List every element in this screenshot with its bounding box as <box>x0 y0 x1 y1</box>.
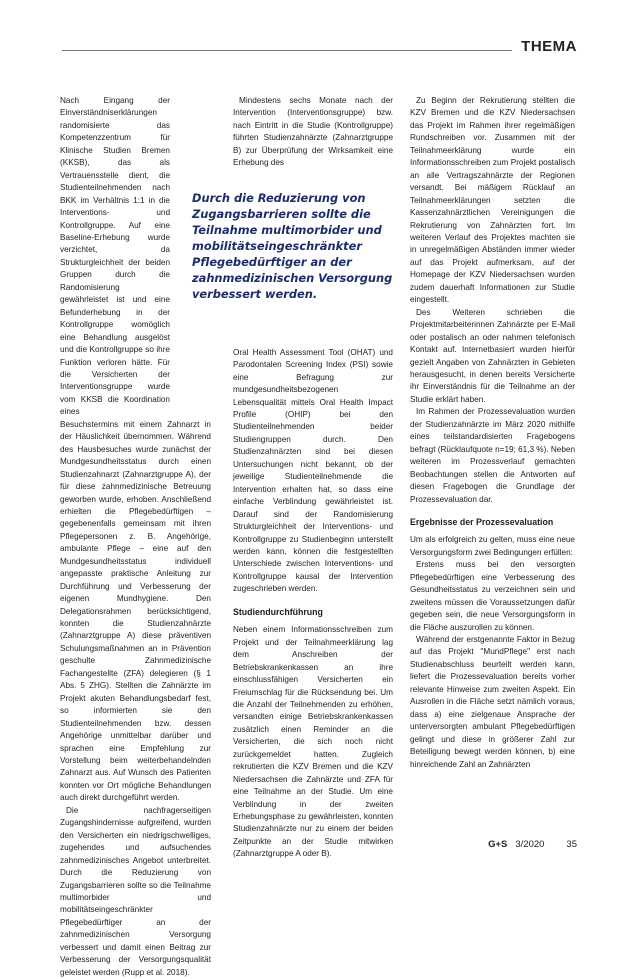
page-footer <box>488 839 577 850</box>
col2-paragraph-2: Neben einem Informationsschreiben zum Projekt und der Teilnahmeerklärung lag dem Anschreiben der Betriebskrankenkassen an ihre einschlussfähigen Versicherten ein Freiumschlag für die Rücksendung bei. Um die Anzahl der Teilnehmenden zu erhöhen, versandten einige Betriebskrankenkassen zusätzlich einen Reminder an die Versicherten, die sich noch nicht zurückgemeldet hatten. Zugleich rekrutierten die KZV Bremen und die KZV Niedersachsen die Zahnärzte und ZFA für eine Teilnahme an der Studie. Um eine Verblindung in der zweiten Erhebungsphase zu gewährleisten, konnten Studienzahnärzte nur zu einem der beiden Zeitpunkte an der Studie mitwirken (Zahnarztgruppe A oder B). <box>233 625 393 859</box>
col3-paragraph-5: Erstens muss bei den versorgten Pflegebedürftigen eine Verbesserung des Gesundheitsstatus zu verzeichnen sein und zweitens müssen die Voraussetzungen dafür gegeben sein, die neue Versorgungsform in die Fläche auszurollen zu können. <box>410 560 575 632</box>
col3-paragraph-1: Zu Beginn der Rekrutierung stellten die KZV Bremen und die KZV Niedersachsen das Projekt im Rahmen ihrer regelmäßigen Rundschreiben vor. Zusammen mit der Teilnahmeerklärung wurde ein Informationsschreiben zum Projekt postalisch an alle Vertragszahnärzte der Regionen versandt. Bei mäßigem Rücklauf an Teilnahmeerklärungen setzten die Kassenzahnärztlichen Vereinigungen die Rekrutierung von Zahnärzten fort. Im weiteren Verlauf des Projektes machten sie in unregelmäßigen Abständen immer wieder auf das Projekt aufmerksam, auf der Homepage der KZV Niedersachsen wurden zudem dauerhaft Informationen zur Studie eingestellt. <box>410 96 575 305</box>
col3-paragraph-2: Des Weiteren schrieben die Projektmitarbeiterinnen Zahnärzte per E-Mail oder postalisch an oder nahmen telefonisch Kontakt auf. Internetbasiert wurden hierfür gezielt Angaben von Zahnärzten in Gebieten herausgesucht, in denen bereits Versicherte ihr Einverständnis für die Teilnahme an der Studie erklärt haben. <box>410 307 575 404</box>
col3-paragraph-6: Während der erstgenannte Faktor in Bezug auf das Projekt "MundPflege" erst nach Studienabschluss beurteilt werden kann, liefert die Prozessevaluation bereits vorher relevante Hinweise zum zweiten Aspekt. Ein Ausrollen in die Fläche setzt nämlich voraus, dass a) eine zielgenaue Ansprache der unterversorgten ambulant Pflegebedürftigen gelingt und diese in größerer Zahl zur Beteiligung bewegt werden können, b) eine hinreichende Zahl an Zahnärzten <box>410 635 575 769</box>
col1-paragraph-1a: Nach Eingang der Einverständniserklärungen randomisierte das Kompetenzzentrum für Klinische Studien Bremen (KKSB), das als Vertrauensstelle dient, die Studienteilnehmenden nach BKK im Verhältnis 1:1 in die Interventions- und Kontrollgruppe. Auf eine Baseline-Erhebung wurde verzichtet, da Strukturgleichheit der beiden Gruppen durch die Randomisierung gewährleistet ist und eine Befunderhebung in der Kontrollgruppe womöglich eine Behandlung ausgelöst und die Kontrollgruppe so ihre Funktion verloren hätte. Für die Versicherten der Interventionsgruppe wurde vom KKSB die Koordination eines <box>60 96 170 417</box>
pull-quote: Durch die Reduzierung von Zugangsbarrieren sollte die Teilnahme multimorbider und mobilitätseingeschränkter Pflegebedürftiger an der zahnmedizinischen Versorgung verbessert werden. <box>188 188 408 304</box>
col1-paragraph-1b: Besuchstermins mit einem Zahnarzt in der Häuslichkeit übernommen. Während des Hausbesuches wurde zunächst der Mundgesundheitsstatus durch einen Studienzahnarzt (Zahnarztgruppe A), der für diese zahnmedizinische Betreuung geworben wurde, erhoben. Anschließend erhielten die Pflegebedürftigen – gegebenenfalls gemeinsam mit ihren Pflegepersonen z. B. Angehörige, ambulante Pflege – eine auf den Mundgesundheitsstatus individuell angepasste praktische Anleitung zur Durchführung und Verbesserung der eigenen Mundhygiene. Den Delegationsrahmen berücksichtigend, konnten die Studienzahnärzte (Zahnarztgruppe A) diese präventiven Schulungsmaßnahmen an in Prävention geschulte Zahnmedizinische Fachangestellte (ZFA) delegieren (§ 1 Abs. 5 ZHG). Stellten die Zahnärzte im Projekt akuten Behandlungsbedarf fest, so informierten sie den Studienteilnehmenden bzw. dessen Angehörige unmittelbar darüber und sprachen eine Empfehlung zur Vorstellung beim weiterbehandelnden Zahnarzt aus. Auf Wunsch des Patienten konnten vor Ort mögliche Behandlungen auch direkt durchgeführt werden. <box>60 419 211 803</box>
issue-number: 3/2020 <box>515 839 545 850</box>
column-3 <box>410 95 575 771</box>
col3-heading: Ergebnisse der Prozessevaluation <box>410 516 554 527</box>
col2-paragraph-1a: Mindestens sechs Monate nach der Intervention (Interventionsgruppe) bzw. nach Eintritt in die Studie (Kontrollgruppe) führten Studienzahnärzte (Zahnarztgruppe B) zur Überprüfung der Wirksamkeit eine Erhebung des <box>233 96 393 168</box>
col2-paragraph-1b: Oral Health Assessment Tool (OHAT) und Parodontalen Screening Index (PSI) sowie eine Befragung zur mundgesundheitsbezogenen Lebensqualität mittels Oral Health Impact Profile (OHIP) bei den Studienteilnehmenden beider Studiengruppen durch. Den Studienzahnärzten sind bei diesen Untersuchungen nicht bekannt, ob der jeweilige Studienteilnehmende die Intervention erhalten hat, so dass eine einfache Verblindung gewährleistet ist. Darauf sind der Randomisierung Strukturgleichheit der Interventions- und Kontrollgruppe zu Studienbeginn unterstellt werden kann, können die festgestellten Unterschiede zwischen Interventions- und Kontrollgruppe kausal der Intervention zugeschrieben werden. <box>233 347 393 594</box>
section-title: THEMA <box>521 38 577 55</box>
journal-name: G+S <box>488 839 508 850</box>
col3-paragraph-4: Um als erfolgreich zu gelten, muss eine neue Versorgungsform zwei Bedingungen erfüllen: <box>410 535 575 557</box>
col2-heading: Studiendurchführung <box>233 606 323 617</box>
col3-paragraph-3: Im Rahmen der Prozessevaluation wurden der Studienzahnärzte im März 2020 mithilfe eines teilstandardisierten Fragebogens befragt (Rücklaufquote n=19; 61,3 %). Neben weiteren im Prozessverlauf gemachten Beobachtungen stellen die Antworten auf diesen Fragebogen die Grundlage der Prozessevaluation dar. <box>410 407 575 504</box>
header-rule <box>62 50 512 51</box>
col1-paragraph-2: Die nachfragerseitigen Zugangshindernisse aufgreifend, wurden den Versicherten ein niedrigschwelliges, zugehendes und aufsuchendes zahnmedizinisches Angebot unterbreitet. Durch die Reduzierung von Zugangsbarrieren sollte so die Teilnahme multimorbider und mobilitätseingeschränkter Pflegebedürftiger an der zahnmedizinischen Versorgung verbessert und damit einen Beitrag zur Verbesserung der Versorgungsqualität geleistet werden (Rupp et al. 2018). <box>60 805 211 977</box>
page-number: 35 <box>566 839 577 850</box>
